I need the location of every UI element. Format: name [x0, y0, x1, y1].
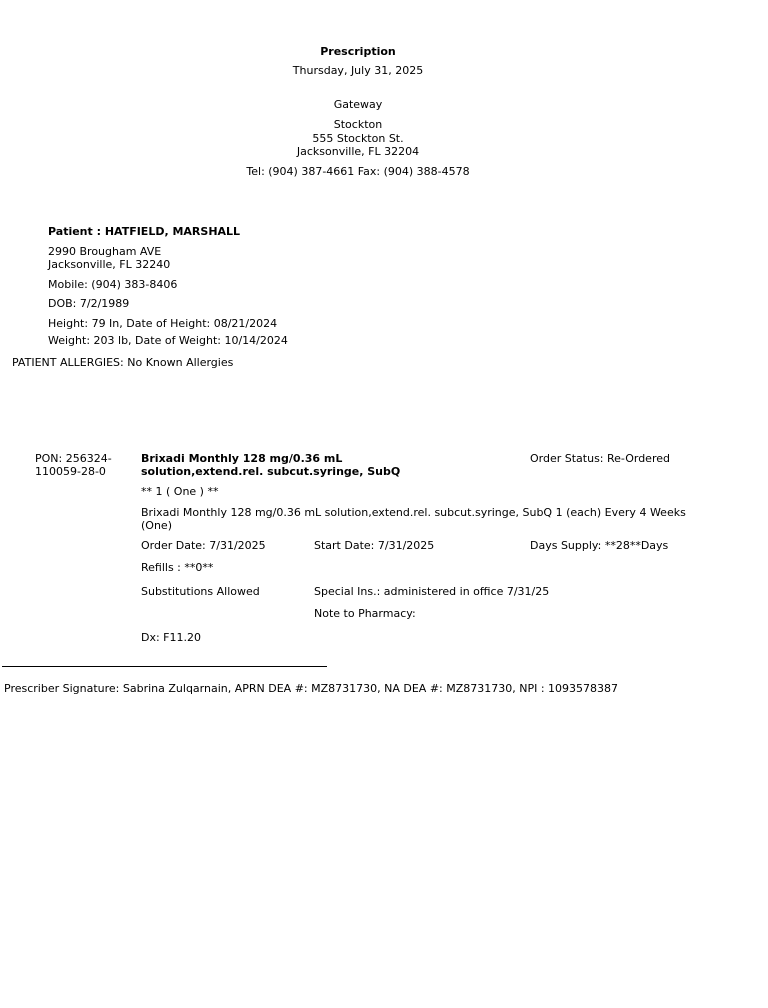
pharmacy-city: Jacksonville, FL 32204 — [296, 145, 420, 158]
patient-name: Patient : HATFIELD, MARSHALL — [48, 225, 241, 238]
order-status: Order Status: Re-Ordered — [530, 452, 670, 465]
pon-line2: 110059-28-0 — [35, 465, 106, 478]
signature-line — [2, 666, 327, 667]
start-date: Start Date: 7/31/2025 — [314, 539, 435, 552]
sig-directions: Brixadi Monthly 128 mg/0.36 mL solution,extend.rel. subcut.syringe, SubQ 1 (each) Every 4 Weeks (One) — [141, 506, 686, 532]
order-date: Order Date: 7/31/2025 — [141, 539, 266, 552]
patient-dob: DOB: 7/2/1989 — [48, 297, 130, 310]
drug-name-line2: solution,extend.rel. subcut.syringe, SubQ — [141, 465, 401, 478]
pharmacy-street: 555 Stockton St. — [312, 132, 404, 145]
note-to-pharmacy: Note to Pharmacy: — [314, 607, 416, 620]
pharmacy-phone-fax: Tel: (904) 387-4661 Fax: (904) 388-4578 — [246, 165, 470, 178]
substitutions: Substitutions Allowed — [141, 585, 260, 598]
patient-allergies: PATIENT ALLERGIES: No Known Allergies — [12, 356, 234, 369]
diagnosis: Dx: F11.20 — [141, 631, 202, 644]
patient-mobile: Mobile: (904) 383-8406 — [48, 278, 178, 291]
drug-name-line1: Brixadi Monthly 128 mg/0.36 mL — [141, 452, 343, 465]
days-supply: Days Supply: **28**Days — [530, 539, 669, 552]
patient-address-line2: Jacksonville, FL 32240 — [48, 258, 171, 271]
patient-weight: Weight: 203 lb, Date of Weight: 10/14/2024 — [48, 334, 288, 347]
prescription-date: Thursday, July 31, 2025 — [292, 64, 424, 77]
refills: Refills : **0** — [141, 561, 214, 574]
pharmacy-name: Gateway — [333, 98, 383, 111]
patient-address-line1: 2990 Brougham AVE — [48, 245, 162, 258]
patient-height: Height: 79 In, Date of Height: 08/21/2024 — [48, 317, 278, 330]
pon-line1: PON: 256324- — [35, 452, 112, 465]
prescriber-signature: Prescriber Signature: Sabrina Zulqarnain, APRN DEA #: MZ8731730, NA DEA #: MZ8731730, NPI : 1093578387 — [4, 682, 619, 695]
page-title: Prescription — [320, 45, 396, 58]
special-instructions: Special Ins.: administered in office 7/31/25 — [314, 585, 550, 598]
pharmacy-location: Stockton — [333, 118, 383, 131]
quantity: ** 1 ( One ) ** — [141, 485, 219, 498]
